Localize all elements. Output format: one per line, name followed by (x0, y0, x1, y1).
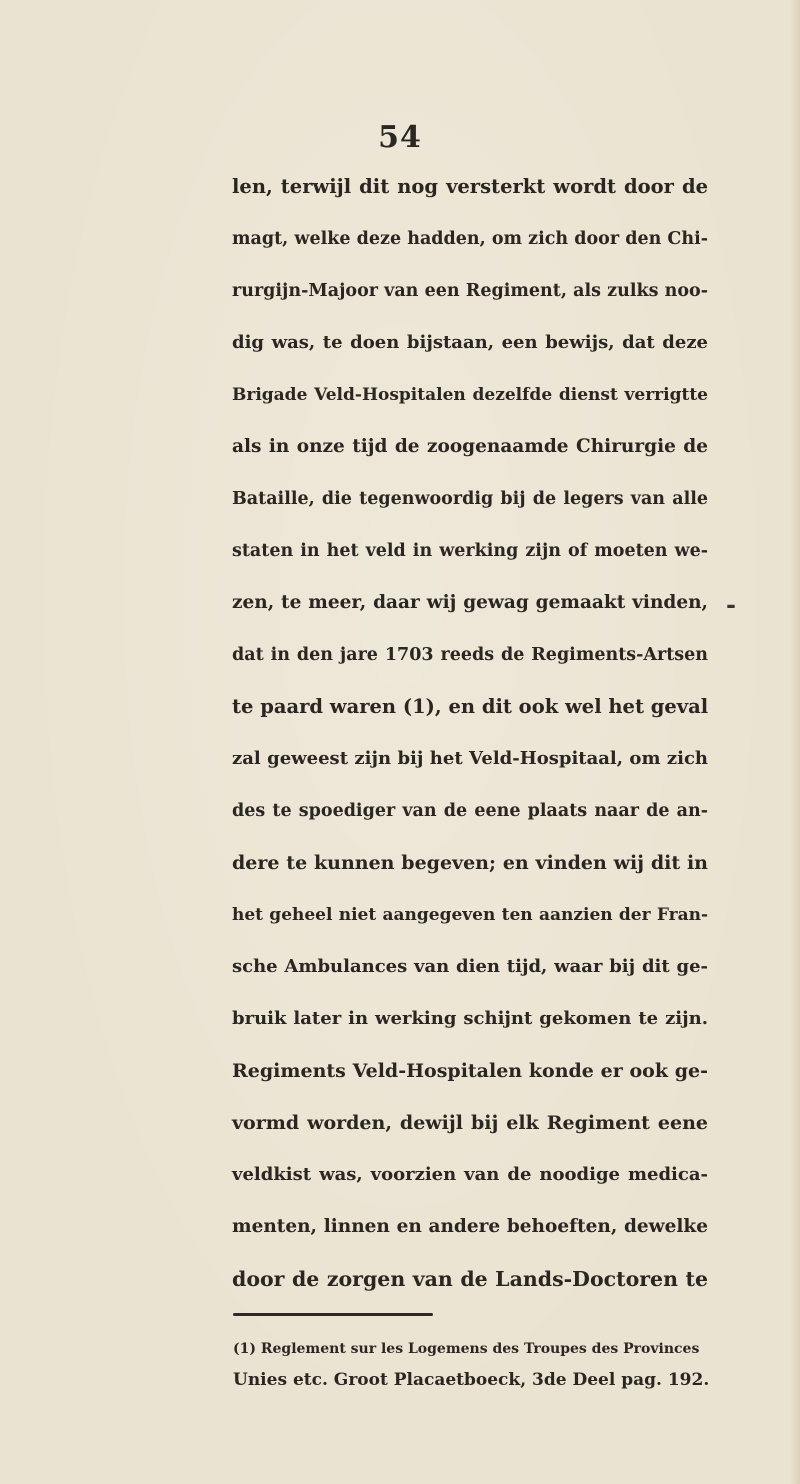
text-line: dere te kunnen begeven; en vinden wij dit in (232, 852, 708, 874)
text-line: sche Ambulances van dien tijd, waar bij dit ge- (232, 956, 708, 977)
text-line: Brigade Veld-Hospitalen dezelfde dienst verrigtte (232, 385, 708, 405)
text-line: dat in den jare 1703 reeds de Regiments-Artsen (232, 645, 708, 665)
footnote-rule (233, 1313, 433, 1316)
text-line: Regiments Veld-Hospitalen konde er ook ge- (232, 1060, 708, 1082)
margin-mark: - (726, 590, 736, 619)
text-line: len, terwijl dit nog versterkt wordt door de (232, 175, 708, 198)
page-edge-shadow (790, 0, 800, 1484)
text-line: menten, linnen en andere behoeften, dewelke (232, 1216, 708, 1237)
page-number: 54 (378, 120, 422, 155)
text-line: veldkist was, voorzien van de noodige medica- (232, 1164, 708, 1185)
text-line: rurgijn-Majoor van een Regiment, als zulks noo- (232, 281, 708, 301)
text-line: vormd worden, dewijl bij elk Regiment eene (232, 1112, 708, 1134)
text-line: magt, welke deze hadden, om zich door den Chi- (232, 229, 708, 249)
text-line: het geheel niet aangegeven ten aanzien der Fran- (232, 905, 708, 925)
footnote-line: Unies etc. Groot Placaetboeck, 3de Deel pag. 192. (233, 1370, 710, 1390)
text-line: des te spoediger van de eene plaats naar de an- (232, 801, 708, 821)
text-line: dig was, te doen bijstaan, een bewijs, dat deze (232, 332, 708, 353)
text-line: bruik later in werking schijnt gekomen te zijn. (232, 1008, 708, 1029)
text-line: zen, te meer, daar wij gewag gemaakt vinden, (232, 592, 708, 613)
text-line: als in onze tijd de zoogenaamde Chirurgie de (232, 436, 708, 457)
text-line: Bataille, die tegenwoordig bij de legers van alle (232, 489, 708, 509)
text-line: door de zorgen van de Lands-Doctoren te (232, 1267, 708, 1291)
footnote-line: (1) Reglement sur les Logemens des Troupes des Provinces (233, 1341, 700, 1357)
text-line: zal geweest zijn bij het Veld-Hospitaal, om zich (232, 748, 708, 769)
text-line: te paard waren (1), en dit ook wel het geval (232, 695, 709, 718)
text-line: staten in het veld in werking zijn of moeten we- (232, 541, 708, 561)
